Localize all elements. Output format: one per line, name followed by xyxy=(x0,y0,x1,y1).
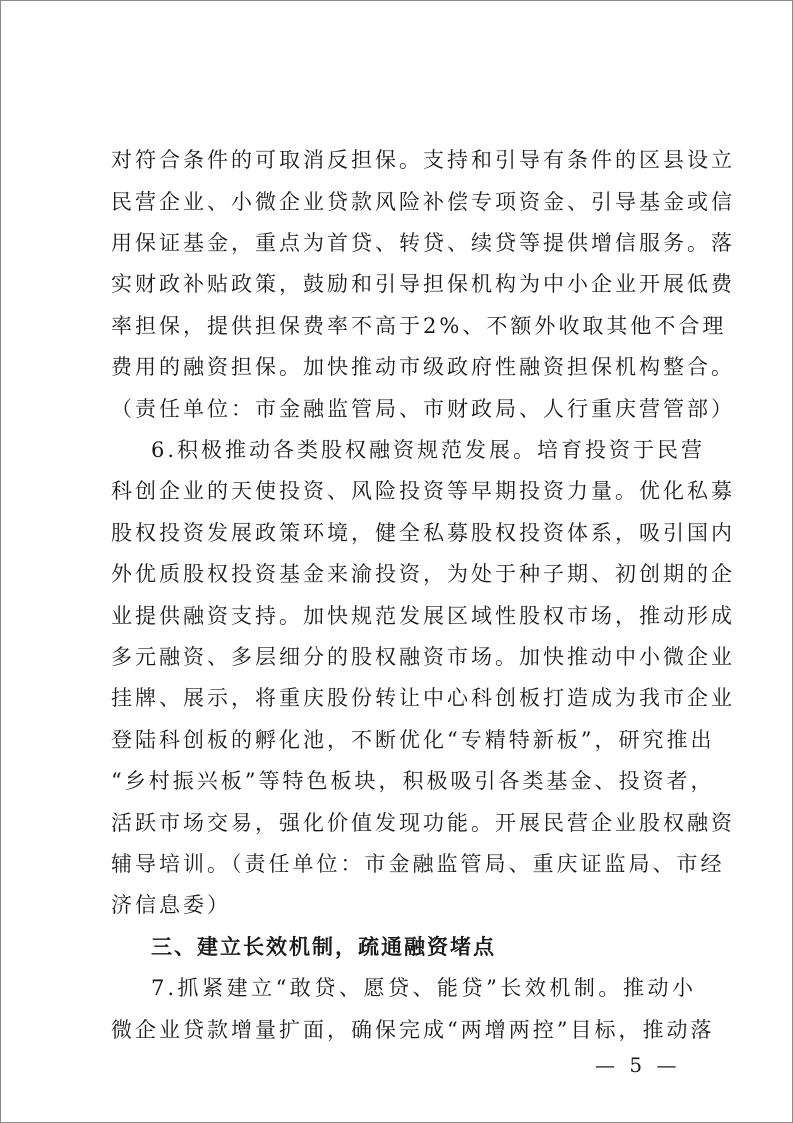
text-line: 率担保，提供担保费率不高于2%、不额外收取其他不合理 xyxy=(111,314,727,338)
text-line: 外优质股权投资基金来渝投资，为处于种子期、初创期的企 xyxy=(111,562,735,586)
text-line: 用保证基金，重点为首贷、转贷、续贷等提供增信服务。落 xyxy=(111,231,735,255)
text-line: 微企业贷款增量扩面，确保完成“两增两控”目标，推动落 xyxy=(111,1018,715,1042)
page-number: — 5 — xyxy=(595,1053,681,1077)
text-line: 实财政补贴政策，鼓励和引导担保机构为中小企业开展低费 xyxy=(111,272,735,296)
text-line: 登陆科创板的孵化池，不断优化“专精特新板”，研究推出 xyxy=(111,728,715,752)
text-line: 科创企业的天使投资、风险投资等早期投资力量。优化私募 xyxy=(111,479,735,503)
section-heading: 三、建立长效机制，疏通融资堵点 xyxy=(151,934,496,959)
text-line: 费用的融资担保。加快推动市级政府性融资担保机构整合。 xyxy=(111,355,735,379)
text-line: 业提供融资支持。加快规范发展区域性股权市场，推动形成 xyxy=(111,604,735,628)
text-line: 多元融资、多层细分的股权融资市场。加快推动中小微企业 xyxy=(111,645,735,669)
text-line: “乡村振兴板”等特色板块，积极吸引各类基金、投资者， xyxy=(111,769,715,793)
text-line: 辅导培训。（责任单位：市金融监管局、重庆证监局、市经 xyxy=(111,852,725,876)
text-line: 活跃市场交易，强化价值发现功能。开展民营企业股权融资 xyxy=(111,811,735,835)
text-line: 对符合条件的可取消反担保。支持和引导有条件的区县设立 xyxy=(111,148,735,172)
text-line-indented: 6.积极推动各类股权融资规范发展。培育投资于民营 xyxy=(151,438,706,462)
text-line: （责任单位：市金融监管局、市财政局、人行重庆营管部） xyxy=(111,397,735,421)
text-line: 挂牌、展示，将重庆股份转让中心科创板打造成为我市企业 xyxy=(111,686,735,710)
text-line: 股权投资发展政策环境，健全私募股权投资体系，吸引国内 xyxy=(111,521,735,545)
text-line: 济信息委） xyxy=(111,893,231,917)
text-line-indented: 7.抓紧建立“敢贷、愿贷、能贷”长效机制。推动小 xyxy=(151,976,696,1000)
text-line: 民营企业、小微企业贷款风险补偿专项资金、引导基金或信 xyxy=(111,190,735,214)
